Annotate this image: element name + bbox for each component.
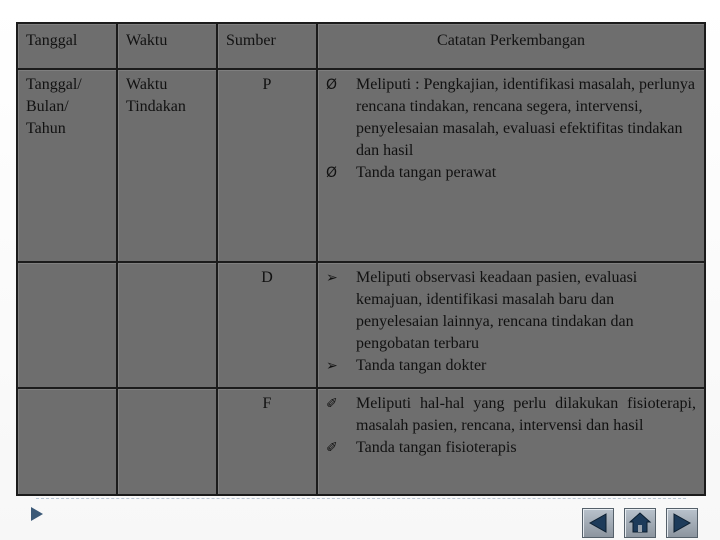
triangle-left-icon [583,509,613,537]
arrow-bullet-icon: ➢ [326,270,338,286]
list-item-text: Meliputi : Pengkajian, identifikasi masalah, perlunya rencana tindakan, rencana segera, intervensi, penyelesaian masalah, evaluasi efektifitas tindakan dan hasil [356,76,696,159]
cell-catatan-d [317,262,705,388]
list-item [326,267,696,355]
cell-sumber-p: P [217,69,317,262]
list-item [326,74,696,162]
waktu-line: Waktu [126,76,168,93]
cell-empty [17,262,117,388]
tindakan-line: Tindakan [126,98,186,115]
header-catatan: Catatan Perkembangan [317,23,705,69]
cell-catatan-p [317,69,705,262]
cell-sumber-f: F [217,388,317,495]
tanggal-line: Tanggal/ [26,76,82,93]
list-item-text: Meliputi hal-hal yang perlu dilakukan fisioterapi, masalah pasien, rencana, intervensi dan hasil [356,395,696,434]
arrow-bullet-icon: ➢ [326,358,338,374]
bullet-list [326,393,696,459]
cell-waktu [117,69,217,262]
list-item [326,437,696,459]
table-row [17,262,705,388]
bulan-line: Bulan/ [26,98,69,115]
prev-slide-button[interactable] [582,508,614,538]
pencil-bullet-icon: ✐ [326,440,338,456]
list-item-text: Meliputi observasi keadaan pasien, evaluasi kemajuan, identifikasi masalah baru dan penyelesaian lainnya, rencana tindakan dan pengobatan terbaru [356,269,638,352]
table-row [17,69,705,262]
bullet-icon: Ø [326,77,338,93]
cell-empty [117,388,217,495]
bullet-list [326,267,696,377]
list-item-text: Tanda tangan perawat [356,164,497,181]
tahun-line: Tahun [26,120,66,137]
header-sumber: Sumber [217,23,317,69]
bullet-list [326,74,696,184]
progress-notes-table [16,22,706,496]
cell-empty [17,388,117,495]
home-icon [625,509,655,537]
corner-arrow-icon [30,506,44,522]
pencil-bullet-icon: ✐ [326,396,338,412]
table-header-row [17,23,705,69]
list-item-text: Tanda tangan dokter [356,357,487,374]
next-slide-button[interactable] [666,508,698,538]
list-item [326,355,696,377]
cell-catatan-f [317,388,705,495]
list-item-text: Tanda tangan fisioterapis [356,439,517,456]
cell-sumber-d: D [217,262,317,388]
home-button[interactable] [624,508,656,538]
list-item [326,393,696,437]
header-tanggal: Tanggal [17,23,117,69]
cell-empty [117,262,217,388]
header-waktu: Waktu [117,23,217,69]
footer-divider [36,498,686,499]
triangle-right-icon [667,509,697,537]
table-row [17,388,705,495]
bullet-icon: Ø [326,165,338,181]
cell-tanggal [17,69,117,262]
list-item [326,162,696,184]
